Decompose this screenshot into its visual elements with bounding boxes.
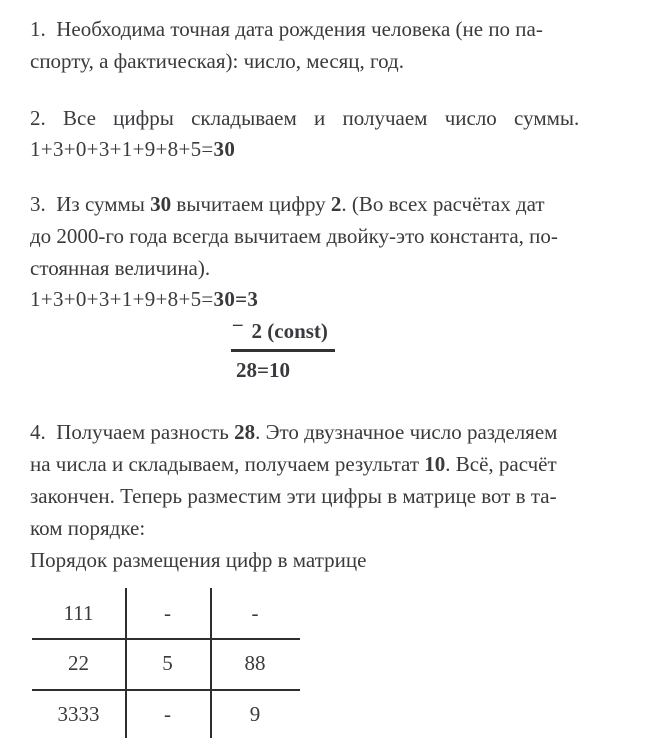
text-segment: 3. Из суммы — [30, 192, 151, 216]
list-item-2 — [30, 102, 629, 165]
text-segment: . Это двузначное число разделяем — [255, 420, 558, 444]
bold-number: 10 — [424, 452, 446, 476]
formula-result: 30=3 — [213, 287, 259, 311]
matrix-cell: - — [251, 600, 259, 625]
formula-operands: 1+3+0+3+1+9+8+5= — [30, 287, 214, 311]
matrix-cell: 111 — [63, 600, 94, 625]
text-line — [30, 448, 629, 480]
text-segment: . (Во всех расчётах дат — [341, 192, 545, 216]
text-segment: вычитаем цифру — [171, 192, 331, 216]
text-line: ком порядке: — [30, 516, 146, 540]
text-line — [30, 416, 629, 448]
formula-line — [30, 134, 629, 165]
list-item-3 — [30, 188, 629, 385]
placement-matrix — [32, 588, 300, 738]
matrix-grid — [32, 588, 300, 739]
text-line: стоянная величина). — [30, 256, 211, 280]
text-line: 1. Необходима точная дата рождения человека (не по па- — [30, 17, 543, 41]
list-item-4 — [30, 416, 629, 544]
list-item-1 — [30, 13, 629, 77]
minus-sign: – — [233, 314, 243, 335]
matrix-cell: - — [164, 701, 171, 726]
matrix-hline — [32, 689, 300, 691]
matrix-cell: - — [164, 600, 171, 625]
text-segment: . Всё, расчёт — [445, 452, 557, 476]
formula-operands: 1+3+0+3+1+9+8+5= — [30, 137, 214, 161]
formula-line — [30, 284, 629, 315]
text-line: закончен. Теперь разместим эти цифры в матрице вот в та- — [30, 484, 557, 508]
bold-number: 28 — [234, 420, 256, 444]
matrix-vline — [125, 588, 127, 738]
difference-line: 28=10 — [236, 358, 290, 382]
matrix-cell: 9 — [249, 701, 261, 726]
bold-number: 30 — [150, 192, 172, 216]
text-line: 2. Все цифры складываем и получаем число суммы. — [30, 106, 580, 130]
matrix-cell: 88 — [244, 651, 266, 675]
text-segment: 4. Получаем разность — [30, 420, 235, 444]
matrix-caption: Порядок размещения цифр в матрице — [30, 548, 367, 572]
text-line: спорту, а фактическая): число, месяц, год. — [30, 49, 404, 73]
matrix-cell: 22 — [68, 651, 89, 675]
text-line — [30, 188, 629, 220]
bold-number: 2 — [330, 192, 342, 216]
subtrahend-underline — [231, 314, 335, 352]
subtraction-block — [231, 315, 629, 352]
text-segment: на числа и складываем, получаем результат — [30, 452, 425, 476]
matrix-vline — [210, 588, 212, 738]
matrix-cell: 3333 — [57, 701, 100, 726]
matrix-hline — [32, 638, 300, 640]
subtrahend: 2 (const) — [251, 319, 328, 343]
text-line: до 2000-го года всегда вычитаем двойку-это константа, по- — [30, 224, 558, 248]
formula-sum: 30 — [213, 137, 236, 161]
matrix-cell: 5 — [162, 651, 173, 675]
